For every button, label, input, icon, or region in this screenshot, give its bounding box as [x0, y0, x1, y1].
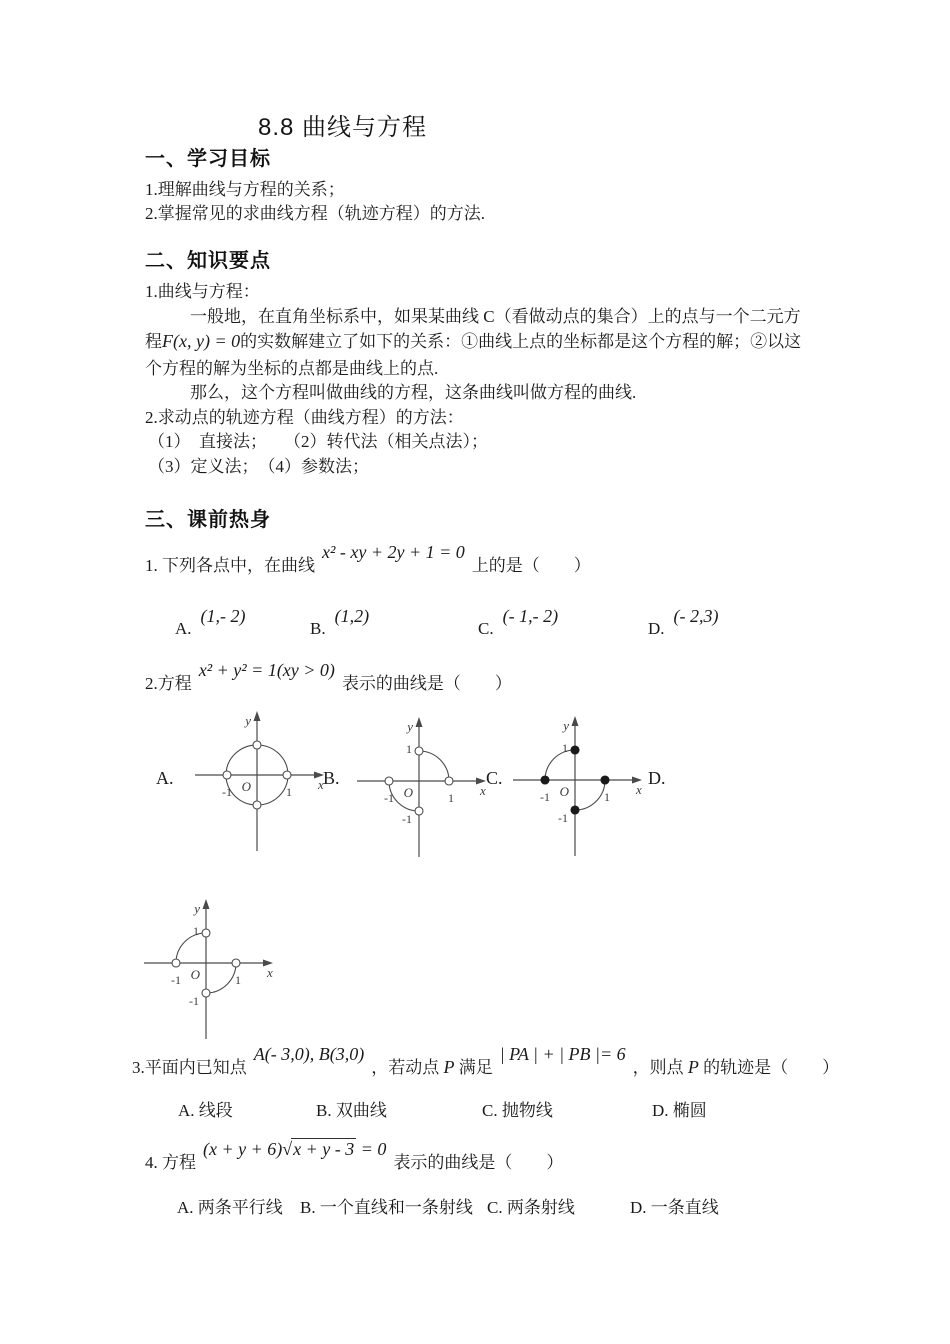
svg-text:O: O [241, 779, 251, 794]
knowledge-para-line1: 一般地，在直角坐标系中，如果某曲线 C（看做动点的集合）上的点与一个二元方 [190, 307, 801, 326]
q4-text-post: 表示的曲线是（ ） [393, 1153, 564, 1172]
svg-text:y: y [407, 719, 413, 734]
svg-text:-1: -1 [171, 973, 181, 987]
svg-text:1: 1 [604, 790, 610, 804]
q4-formula-prefix: (x + y + 6) [203, 1139, 283, 1159]
svg-text:-1: -1 [189, 994, 199, 1008]
figure-option-d-graph [134, 893, 284, 1043]
q4-option-a: A. 两条平行线 [177, 1198, 283, 1217]
knowledge-sub1: 1.曲线与方程： [145, 282, 260, 301]
q2-text-pre: 2.方程 [145, 674, 192, 693]
q3-text-mid3: ，则点 [632, 1058, 688, 1077]
svg-text:1: 1 [286, 785, 292, 799]
q3-text-post: 的轨迹是（ ） [698, 1058, 840, 1077]
svg-text:-1: -1 [540, 790, 550, 804]
q1-option-c [478, 606, 559, 641]
page-title: 8.8 曲线与方程 [258, 114, 428, 141]
radical-sign: √ [282, 1139, 293, 1159]
section-warmup-heading: 三、课前热身 [145, 509, 271, 531]
svg-text:x: x [636, 782, 642, 797]
knowledge-para-line3: 个方程的解为坐标的点都是曲线上的点. [145, 359, 439, 378]
q4-option-c: C. 两条射线 [487, 1198, 575, 1217]
q1-option-a-label: A. [175, 619, 192, 638]
q4-option-b: B. 一个直线和一条射线 [300, 1198, 473, 1217]
svg-text:-1: -1 [558, 811, 568, 825]
q1-option-a-value: (1,- 2) [200, 606, 246, 626]
svg-text:-1: -1 [402, 812, 412, 826]
question-3 [132, 1044, 840, 1080]
svg-text:1: 1 [448, 791, 454, 805]
q3-point-p2: P [687, 1057, 699, 1077]
q3-text-pre: 3.平面内已知点 [132, 1058, 247, 1077]
svg-text:1: 1 [235, 973, 241, 987]
q3-point-p1: P [443, 1057, 455, 1077]
figure-a-letter: A. [156, 768, 174, 788]
svg-text:1: 1 [406, 742, 412, 756]
para-line2-pre: 程 [145, 332, 162, 351]
q1-option-d-label: D. [648, 619, 665, 638]
goal-item-2: 2.掌握常见的求曲线方程（轨迹方程）的方法. [145, 204, 485, 223]
question-2 [145, 660, 512, 696]
q1-text-pre: 1. 下列各点中，在曲线 [145, 556, 315, 575]
methods-line1: （1） 直接法； （2）转代法（相关点法）； [148, 432, 488, 451]
q3-text-mid1: ，若动点 [371, 1058, 444, 1077]
goal-item-1: 1.理解曲线与方程的关系； [145, 180, 345, 199]
q4-formula-suffix: = 0 [356, 1139, 387, 1159]
section-goals-heading: 一、学习目标 [145, 148, 271, 170]
svg-text:y: y [194, 901, 200, 916]
knowledge-para-line2 [145, 329, 801, 354]
svg-text:x: x [480, 783, 486, 798]
figure-d-letter: D. [648, 768, 666, 788]
svg-text:-1: -1 [384, 791, 394, 805]
svg-text:1: 1 [562, 741, 568, 755]
q4-formula-radicand: x + y - 3 [293, 1139, 355, 1159]
q1-text-post: 上的是（ ） [471, 556, 591, 575]
question-4 [145, 1139, 564, 1175]
knowledge-para2: 那么，这个方程叫做曲线的方程，这条曲线叫做方程的曲线. [190, 383, 637, 402]
para-line2-post: 的实数解建立了如下的关系：①曲线上点的坐标都是这个方程的解；②以这 [240, 332, 802, 351]
q3-option-d: D. 椭圆 [652, 1101, 707, 1120]
q4-formula [203, 1137, 386, 1161]
q3-option-a: A. 线段 [178, 1101, 233, 1120]
q1-option-d [648, 606, 719, 641]
q4-text-pre: 4. 方程 [145, 1153, 196, 1172]
svg-text:x: x [318, 777, 324, 792]
section-knowledge-heading: 二、知识要点 [145, 250, 271, 272]
question-1 [145, 542, 591, 578]
q1-formula: x² - xy + 2y + 1 = 0 [322, 542, 465, 562]
q1-option-d-value: (- 2,3) [673, 606, 719, 626]
q1-option-b-label: B. [310, 619, 326, 638]
figure-option-b-graph [347, 711, 497, 861]
knowledge-sub2: 2.求动点的轨迹方程（曲线方程）的方法： [145, 408, 464, 427]
q3-option-c: C. 抛物线 [482, 1101, 553, 1120]
svg-text:O: O [559, 784, 569, 799]
q1-option-c-value: (- 1,- 2) [502, 606, 559, 626]
q2-text-post: 表示的曲线是（ ） [341, 674, 512, 693]
q3-formula-distance: | PA | + | PB |= 6 [499, 1044, 626, 1064]
inline-formula-fxy: F(x, y) = 0 [162, 331, 241, 351]
q3-option-b: B. 双曲线 [316, 1101, 387, 1120]
figure-option-c-graph [503, 710, 653, 860]
q2-formula: x² + y² = 1(xy > 0) [198, 660, 335, 680]
svg-text:1: 1 [193, 924, 199, 938]
figure-option-a-graph [185, 705, 335, 855]
figure-c-letter: C. [486, 768, 503, 788]
q3-formula-points: A(- 3,0), B(3,0) [253, 1044, 365, 1064]
q1-option-a [175, 606, 246, 641]
svg-text:y: y [563, 718, 569, 733]
svg-text:O: O [403, 785, 413, 800]
methods-line2: （3）定义法； （4）参数法； [148, 457, 369, 476]
q3-text-mid2: 满足 [454, 1058, 493, 1077]
q1-option-b-value: (1,2) [334, 606, 370, 626]
q1-option-c-label: C. [478, 619, 494, 638]
svg-text:x: x [267, 965, 273, 980]
svg-text:y: y [245, 713, 251, 728]
q4-option-d: D. 一条直线 [630, 1198, 719, 1217]
figure-b-letter: B. [323, 768, 340, 788]
q1-option-b [310, 606, 370, 641]
svg-text:-1: -1 [222, 785, 232, 799]
svg-text:O: O [190, 967, 200, 982]
